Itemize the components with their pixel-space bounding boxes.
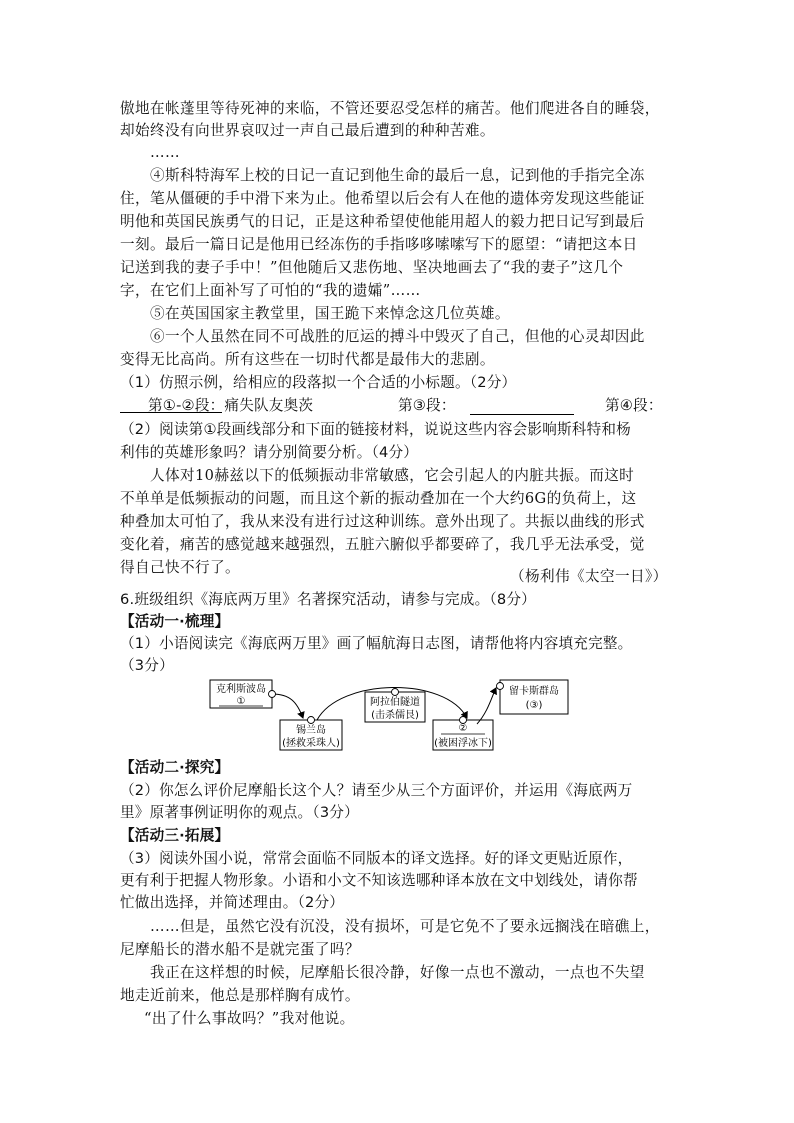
waypoint-marker: [308, 717, 315, 724]
waypoint-marker: [460, 717, 467, 724]
waypoint-marker: [392, 689, 399, 696]
node-title: 锡兰岛: [296, 725, 326, 736]
material-line: 得自己快不行了。: [120, 559, 240, 576]
waypoint-marker: [269, 691, 276, 698]
node-title: 阿拉伯隧道: [370, 697, 420, 708]
blank-label: 第③段：: [398, 397, 456, 414]
material-line: 不单单是低频振动的问题，而且这个新的振动叠加在一个大约6G的负荷上，这: [120, 490, 637, 507]
question-prompt: （2）阅读第①段画线部分和下面的链接材料，说说这些内容会影响斯科特和杨: [120, 421, 631, 438]
question-prompt: （2）你怎么评价尼摩船长这个人？请至少从三个方面评价，并运用《海底两万: [120, 782, 633, 799]
excerpt-line: 我正在这样想的时候，尼摩船长很冷静，好像一点也不激动，一点也不失望: [150, 964, 645, 981]
passage-line: 字，在它们上面补写了可怕的“我的遗孀”……: [120, 282, 421, 299]
node-sub: (击杀儒艮): [371, 710, 419, 721]
passage-line: 傲地在帐蓬里等待死神的来临，不管还要忍受怎样的痛苦。他们爬进各自的睡袋，: [120, 100, 660, 117]
question-title: 6.班级组织《海底两万里》名著探究活动，请参与完成。（8分）: [120, 591, 536, 608]
passage-line: 变得无比高尚。所有这些在一切时代都是最伟大的悲剧。: [120, 351, 495, 368]
node-title: 克利斯波岛: [216, 684, 266, 695]
material-line: 人体对10赫兹以下的低频振动非常敏感，它会引起人的内脏共振。而这时: [150, 467, 635, 484]
answer-blank[interactable]: [470, 398, 574, 415]
passage-line: 明他和英国民族勇气的日记，正是这种希望使他能用超人的毅力把日记写到最后: [120, 213, 645, 230]
material-line: 变化着，痛苦的感觉越来越强烈，五脏六腑似乎都要碎了，我几乎无法承受，觉: [120, 536, 645, 553]
excerpt-line: 地走近前来，他总是那样胸有成竹。: [120, 987, 360, 1004]
node-sub: (③): [525, 700, 543, 711]
passage-line: ⑤在英国国家主教堂里，国王跪下来悼念这几位英雄。: [150, 305, 510, 322]
excerpt-line: 尼摩船长的潜水船不是就完蛋了吗？: [120, 941, 360, 958]
excerpt-line: ……但是，虽然它没有沉没，没有损坏，可是它免不了要永远搁浅在暗礁上，: [150, 918, 660, 935]
node-sub: (拯救采珠人): [282, 738, 340, 749]
example-heading: 第①-②段：痛失队友奥茨: [148, 397, 314, 414]
node-sub: (被困浮冰下): [434, 738, 492, 749]
passage-line: 一刻。最后一篇日记是他用已经冻伤的手指哆哆嗦嗦写下的愿望：“请把这本日: [120, 236, 638, 253]
excerpt-line: “出了什么事故吗？”我对他说。: [144, 1010, 355, 1027]
passage-ellipsis: ……: [150, 144, 180, 161]
source-citation: （杨利伟《太空一日》）: [510, 568, 668, 585]
route-arrow: [272, 694, 303, 718]
question-prompt: 更有利于把握人物形象。小语和小文不知该选哪种译本放在文中划线处，请你帮: [120, 872, 638, 889]
passage-line: 住，笔从僵硬的手中滑下来为止。他希望以后会有人在他的遗体旁发现这些能证: [120, 190, 645, 207]
question-prompt: 忙做出选择，并简述理由。（2分）: [120, 894, 345, 911]
voyage-log-diagram: [205, 672, 585, 758]
passage-line: 却始终没有向世界哀叹过一声自己最后遭到的种种苦难。: [120, 122, 495, 139]
waypoint-marker: [497, 683, 504, 690]
passage-line: ⑥一个人虽然在同不可战胜的厄运的搏斗中毁灭了自己，但他的心灵却因此: [150, 328, 645, 345]
question-prompt: （1）仿照示例，给相应的段落拟一个合适的小标题。（2分）: [120, 374, 517, 391]
question-prompt: 利伟的英雄形象吗？请分别简要分析。（4分）: [120, 444, 419, 461]
passage-line: ④斯科特海军上校的日记一直记到他生命的最后一息，记到他的手指完全冻: [150, 167, 645, 184]
passage-line: 记送到我的妻子手中！”但他随后又悲伤地、坚决地画去了“我的妻子”这几个: [120, 259, 624, 276]
route-arrow: [477, 688, 496, 724]
question-prompt: （3）阅读外国小说，常常会面临不同版本的译文选择。好的译文更贴近原作，: [120, 850, 633, 867]
activity-heading: 【活动一·梳理】: [120, 613, 230, 630]
activity-heading: 【活动三·拓展】: [120, 827, 230, 844]
material-line: 种叠加太可怕了，我从来没有进行过这种训练。意外出现了。共振以曲线的形式: [120, 513, 645, 530]
node-title: 留卡斯群岛: [509, 686, 559, 697]
answer-blank[interactable]: [120, 394, 222, 413]
activity-heading: 【活动二·探究】: [120, 759, 230, 776]
blank-label: 第④段：: [605, 397, 663, 414]
question-prompt: 里》原著事例证明你的观点。（3分）: [120, 804, 359, 821]
node-blank: ②: [458, 723, 468, 734]
node-blank: ①: [236, 696, 246, 707]
question-prompt: （3分）: [120, 657, 174, 674]
question-prompt: （1）小语阅读完《海底两万里》画了幅航海日志图，请帮他将内容填充完整。: [120, 635, 633, 652]
